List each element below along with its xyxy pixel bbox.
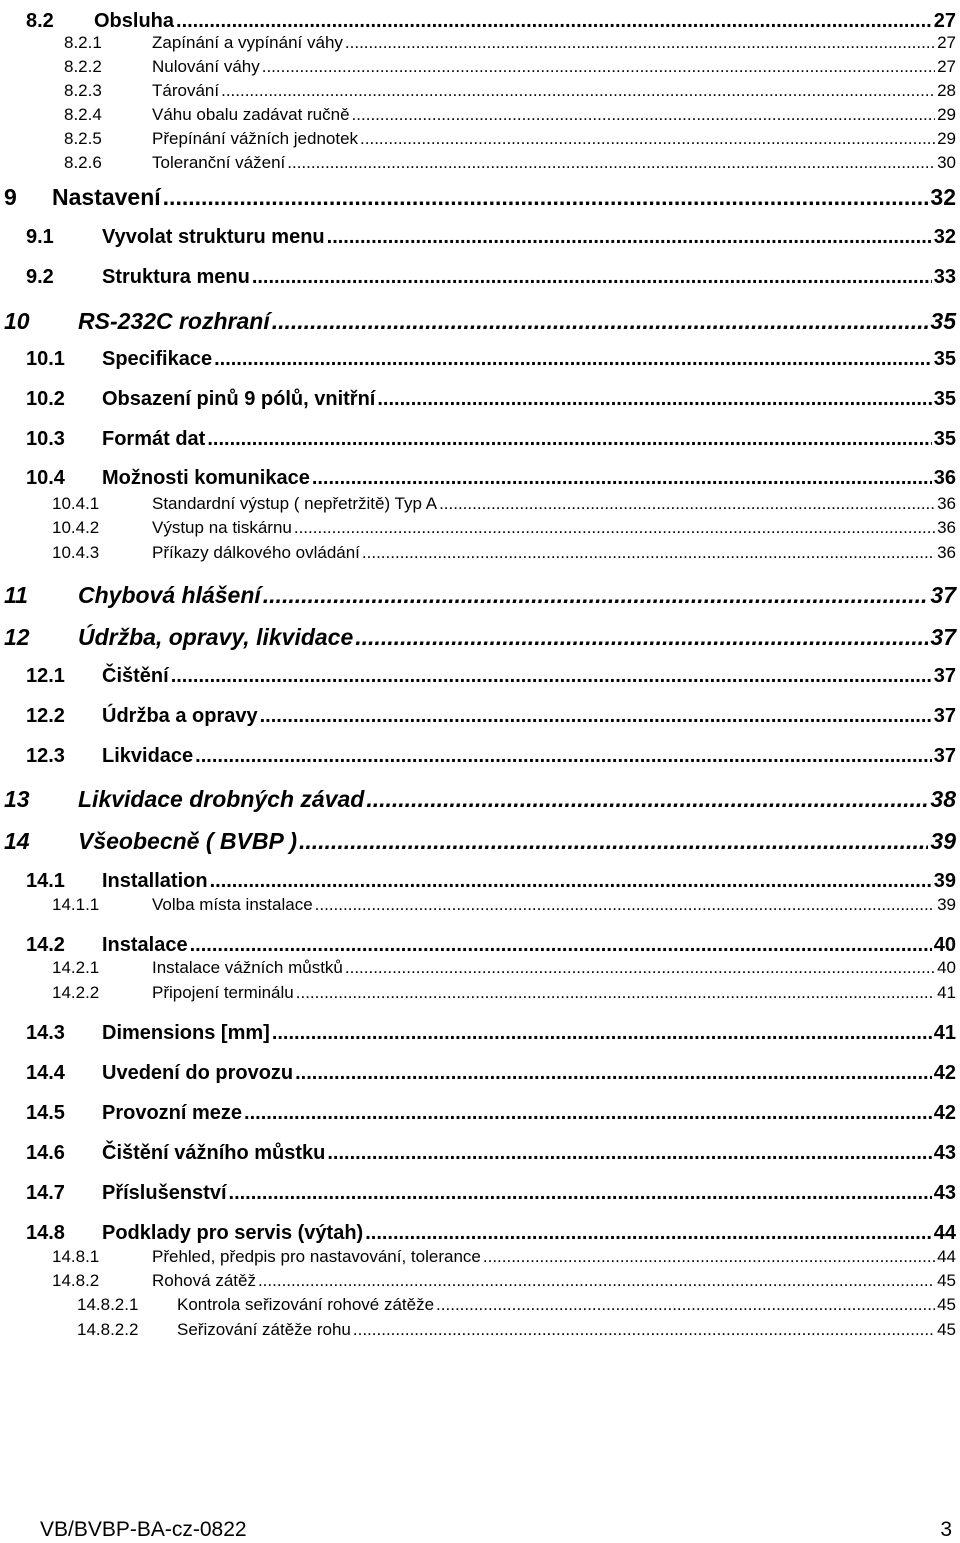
toc-entry[interactable] — [0, 745, 956, 768]
toc-entry-title: Dimensions [mm] — [102, 1022, 270, 1044]
toc-entry-title: RS-232C rozhraní — [78, 308, 270, 334]
toc-entry-number: 14.8.2 — [52, 1271, 100, 1290]
toc-entry-page: 32 — [930, 184, 956, 210]
toc-entry[interactable] — [0, 934, 956, 957]
toc-entry-page: 29 — [937, 129, 956, 148]
toc-entry-number: 14.6 — [26, 1142, 65, 1164]
toc-dot-leader — [345, 33, 935, 53]
toc-entry-page: 33 — [933, 266, 956, 288]
toc-dot-leader — [365, 1222, 932, 1245]
toc-entry-title: Toleranční vážení — [152, 153, 286, 172]
toc-entry[interactable] — [0, 494, 956, 514]
toc-dot-leader — [355, 624, 928, 651]
toc-entry-title: Standardní výstup ( nepřetržitě) Typ A — [152, 494, 438, 513]
toc-entry-number: 12 — [4, 624, 30, 650]
toc-entry-page: 27 — [937, 57, 956, 76]
toc-entry-number: 8.2.4 — [64, 105, 102, 124]
toc-entry-page: 45 — [937, 1320, 956, 1339]
toc-entry-page: 36 — [937, 543, 956, 562]
toc-entry-page: 43 — [933, 1142, 956, 1164]
toc-dot-leader — [296, 983, 935, 1003]
toc-dot-leader — [366, 786, 928, 813]
toc-entry-page: 42 — [933, 1062, 956, 1084]
toc-entry-title: Údržba a opravy — [102, 705, 258, 727]
toc-entry-number: 12.1 — [26, 665, 65, 687]
toc-entry-page: 43 — [933, 1182, 956, 1204]
document-id: VB/BVBP-BA-cz-0822 — [40, 1518, 247, 1541]
toc-entry-number: 12.3 — [26, 745, 65, 767]
toc-entry-page: 37 — [933, 705, 956, 727]
toc-entry-number: 14.2.2 — [52, 983, 100, 1002]
toc-entry-title: Nastavení — [52, 184, 161, 210]
toc-entry-number: 8.2.2 — [64, 57, 102, 76]
toc-entry-number: 14.8.2.2 — [77, 1320, 139, 1339]
toc-entry-page: 44 — [933, 1222, 956, 1244]
toc-entry-number: 14.7 — [26, 1182, 65, 1204]
toc-dot-leader — [362, 543, 935, 563]
toc-entry-number: 14.2 — [26, 934, 65, 956]
toc-entry-title: Instalace — [102, 934, 188, 956]
toc-entry[interactable] — [0, 428, 956, 451]
toc-dot-leader — [195, 745, 932, 768]
toc-entry-title: Připojení terminálu — [152, 983, 294, 1002]
toc-entry-number: 10.4 — [26, 467, 65, 489]
toc-entry[interactable] — [0, 348, 956, 371]
toc-dot-leader — [258, 1271, 935, 1291]
toc-entry[interactable] — [0, 184, 956, 211]
toc-dot-leader — [272, 308, 929, 335]
toc-dot-leader — [171, 665, 932, 688]
toc-entry[interactable] — [0, 870, 956, 893]
toc-entry-page: 37 — [933, 745, 956, 767]
toc-entry-title: Možnosti komunikace — [102, 467, 310, 489]
toc-entry-page: 37 — [930, 582, 956, 608]
toc-entry-title: Instalace vážních můstků — [152, 958, 343, 977]
toc-entry-title: Přepínání vážních jednotek — [152, 129, 359, 148]
toc-entry[interactable] — [0, 57, 956, 77]
toc-dot-leader — [327, 226, 932, 249]
toc-entry[interactable] — [0, 467, 956, 490]
toc-dot-leader — [210, 870, 932, 893]
toc-entry-title: Uvedení do provozu — [102, 1062, 294, 1084]
toc-entry-page: 38 — [930, 786, 956, 812]
toc-entry-title: Likvidace drobných závad — [78, 786, 365, 812]
toc-entry-title: Čištění — [102, 665, 169, 687]
toc-dot-leader — [345, 958, 935, 978]
toc-entry-page: 35 — [930, 308, 956, 334]
toc-entry-number: 14.3 — [26, 1022, 65, 1044]
toc-entry-page: 30 — [937, 153, 956, 172]
toc-entry[interactable] — [0, 1022, 956, 1045]
toc-entry[interactable] — [0, 1295, 956, 1315]
toc-entry-number: 14.2.1 — [52, 958, 100, 977]
toc-dot-leader — [352, 105, 936, 125]
toc-entry[interactable] — [0, 10, 956, 33]
toc-dot-leader — [176, 10, 932, 33]
toc-dot-leader — [294, 518, 935, 538]
toc-entry-page: 35 — [933, 388, 956, 410]
toc-entry-number: 8.2.6 — [64, 153, 102, 172]
toc-entry-number: 9 — [4, 184, 17, 210]
toc-entry-title: Tárování — [152, 81, 220, 100]
toc-entry-page: 35 — [933, 428, 956, 450]
toc-entry-page: 40 — [933, 934, 956, 956]
toc-entry-number: 9.2 — [26, 266, 54, 288]
toc-entry-page: 41 — [933, 1022, 956, 1044]
toc-entry-number: 9.1 — [26, 226, 54, 248]
toc-entry[interactable] — [0, 226, 956, 249]
toc-entry-title: Provozní meze — [102, 1102, 243, 1124]
toc-entry-page: 35 — [933, 348, 956, 370]
toc-entry-number: 8.2 — [26, 10, 54, 32]
toc-dot-leader — [262, 57, 935, 77]
toc-entry[interactable] — [0, 105, 956, 125]
toc-entry[interactable] — [0, 81, 956, 101]
toc-dot-leader — [214, 348, 932, 371]
toc-dot-leader — [207, 428, 931, 451]
toc-entry-title: Podklady pro servis (výtah) — [102, 1222, 364, 1244]
toc-entry-number: 14.1 — [26, 870, 65, 892]
toc-entry-page: 28 — [937, 81, 956, 100]
toc-entry-title: Rohová zátěž — [152, 1271, 256, 1290]
toc-entry[interactable] — [0, 983, 956, 1003]
toc-dot-leader — [221, 81, 935, 101]
toc-entry[interactable] — [0, 1247, 956, 1267]
toc-entry-title: Specifikace — [102, 348, 213, 370]
toc-entry-number: 10.1 — [26, 348, 65, 370]
toc-entry-title: Obsazení pinů 9 pólů, vnitřní — [102, 388, 376, 410]
toc-dot-leader — [353, 1320, 935, 1340]
toc-entry[interactable] — [0, 624, 956, 651]
toc-entry[interactable] — [0, 33, 956, 53]
toc-entry-number: 14.8.2.1 — [77, 1295, 139, 1314]
toc-entry-title: Struktura menu — [102, 266, 250, 288]
toc-entry-number: 10 — [4, 308, 30, 334]
toc-entry[interactable] — [0, 705, 956, 728]
toc-entry-title: Seřizování zátěže rohu — [177, 1320, 351, 1339]
toc-dot-leader — [327, 1142, 931, 1165]
toc-entry-number: 10.4.2 — [52, 518, 100, 537]
toc-entry-title: Výstup na tiskárnu — [152, 518, 292, 537]
toc-entry[interactable] — [0, 895, 956, 915]
toc-entry-title: Zapínání a vypínání váhy — [152, 33, 343, 52]
toc-entry-title: Nulování váhy — [152, 57, 260, 76]
toc-entry[interactable] — [0, 786, 956, 813]
page-number: 3 — [940, 1518, 952, 1541]
toc-dot-leader — [244, 1102, 932, 1125]
toc-dot-leader — [272, 1022, 932, 1045]
toc-entry[interactable] — [0, 129, 956, 149]
toc-entry-title: Obsluha — [94, 10, 175, 32]
toc-entry-title: Kontrola seřizování rohové zátěže — [177, 1295, 435, 1314]
page-footer — [40, 1518, 952, 1542]
toc-entry-title: Údržba, opravy, likvidace — [78, 624, 354, 650]
toc-entry-number: 14.1.1 — [52, 895, 100, 914]
toc-entry-title: Všeobecně ( BVBP ) — [78, 828, 297, 854]
toc-entry-number: 13 — [4, 786, 30, 812]
toc-entry[interactable] — [0, 1320, 956, 1340]
toc-entry[interactable] — [0, 308, 956, 335]
toc-entry-number: 14 — [4, 828, 30, 854]
toc-dot-leader — [263, 582, 929, 609]
toc-entry-title: Čištění vážního můstku — [102, 1142, 326, 1164]
toc-dot-leader — [287, 153, 935, 173]
toc-entry-title: Přehled, předpis pro nastavování, tolerance — [152, 1247, 481, 1266]
toc-dot-leader — [260, 705, 932, 728]
toc-entry-page: 39 — [937, 895, 956, 914]
toc-entry-page: 27 — [933, 10, 956, 32]
toc-entry-page: 42 — [933, 1102, 956, 1124]
toc-dot-leader — [252, 266, 932, 289]
toc-entry-page: 36 — [937, 518, 956, 537]
toc-entry-page: 39 — [933, 870, 956, 892]
toc-entry-title: Installation — [102, 870, 208, 892]
toc-entry-number: 14.5 — [26, 1102, 65, 1124]
toc-entry[interactable] — [0, 388, 956, 411]
toc-entry[interactable] — [0, 1271, 956, 1291]
toc-entry[interactable] — [0, 958, 956, 978]
toc-entry[interactable] — [0, 1222, 956, 1245]
toc-entry-title: Formát dat — [102, 428, 206, 450]
toc-entry[interactable] — [0, 266, 956, 289]
toc-entry-page: 29 — [937, 105, 956, 124]
toc-dot-leader — [377, 388, 931, 411]
toc-entry-page: 45 — [937, 1271, 956, 1290]
toc-entry-title: Vyvolat strukturu menu — [102, 226, 325, 248]
toc-entry-page: 44 — [937, 1247, 956, 1266]
toc-dot-leader — [436, 1295, 935, 1315]
toc-entry[interactable] — [0, 153, 956, 173]
toc-entry[interactable] — [0, 543, 956, 563]
toc-entry-number: 11 — [4, 582, 28, 608]
toc-entry-number: 14.8 — [26, 1222, 65, 1244]
toc-dot-leader — [229, 1182, 932, 1205]
toc-dot-leader — [190, 934, 932, 957]
toc-dot-leader — [483, 1247, 935, 1267]
toc-entry-number: 10.2 — [26, 388, 65, 410]
toc-entry-page: 40 — [937, 958, 956, 977]
toc-dot-leader — [439, 494, 935, 514]
toc-entry[interactable] — [0, 518, 956, 538]
toc-entry-page: 41 — [937, 983, 956, 1002]
toc-entry-title: Příslušenství — [102, 1182, 227, 1204]
toc-entry-number: 8.2.1 — [64, 33, 102, 52]
toc-entry-number: 8.2.5 — [64, 129, 102, 148]
toc-entry-title: Likvidace — [102, 745, 194, 767]
toc-dot-leader — [312, 467, 932, 490]
toc-entry-number: 10.4.1 — [52, 494, 100, 513]
toc-entry-page: 36 — [933, 467, 956, 489]
toc-entry-number: 10.3 — [26, 428, 65, 450]
toc-entry-page: 37 — [930, 624, 956, 650]
toc-entry-page: 27 — [937, 33, 956, 52]
toc-entry-title: Chybová hlášení — [78, 582, 261, 608]
toc-entry[interactable] — [0, 828, 956, 855]
toc-entry[interactable] — [0, 582, 956, 609]
toc-entry-number: 14.4 — [26, 1062, 65, 1084]
toc-entry-title: Váhu obalu zadávat ručně — [152, 105, 350, 124]
toc-entry-number: 14.8.1 — [52, 1247, 100, 1266]
toc-entry-page: 32 — [933, 226, 956, 248]
toc-dot-leader — [299, 828, 928, 855]
toc-dot-leader — [295, 1062, 932, 1085]
toc-dot-leader — [360, 129, 935, 149]
toc-entry-title: Volba místa instalace — [152, 895, 313, 914]
toc-entry-page: 45 — [937, 1295, 956, 1314]
toc-entry-page: 39 — [930, 828, 956, 854]
toc-entry[interactable] — [0, 1142, 956, 1165]
toc-entry-page: 36 — [937, 494, 956, 513]
toc-entry-number: 10.4.3 — [52, 543, 100, 562]
toc-dot-leader — [315, 895, 935, 915]
toc-entry-page: 37 — [933, 665, 956, 687]
toc-entry[interactable] — [0, 1102, 956, 1125]
toc-entry[interactable] — [0, 1182, 956, 1205]
toc-entry-number: 12.2 — [26, 705, 65, 727]
toc-entry[interactable] — [0, 1062, 956, 1085]
toc-entry-title: Příkazy dálkového ovládání — [152, 543, 360, 562]
toc-entry[interactable] — [0, 665, 956, 688]
toc-dot-leader — [163, 184, 929, 211]
toc-entry-number: 8.2.3 — [64, 81, 102, 100]
